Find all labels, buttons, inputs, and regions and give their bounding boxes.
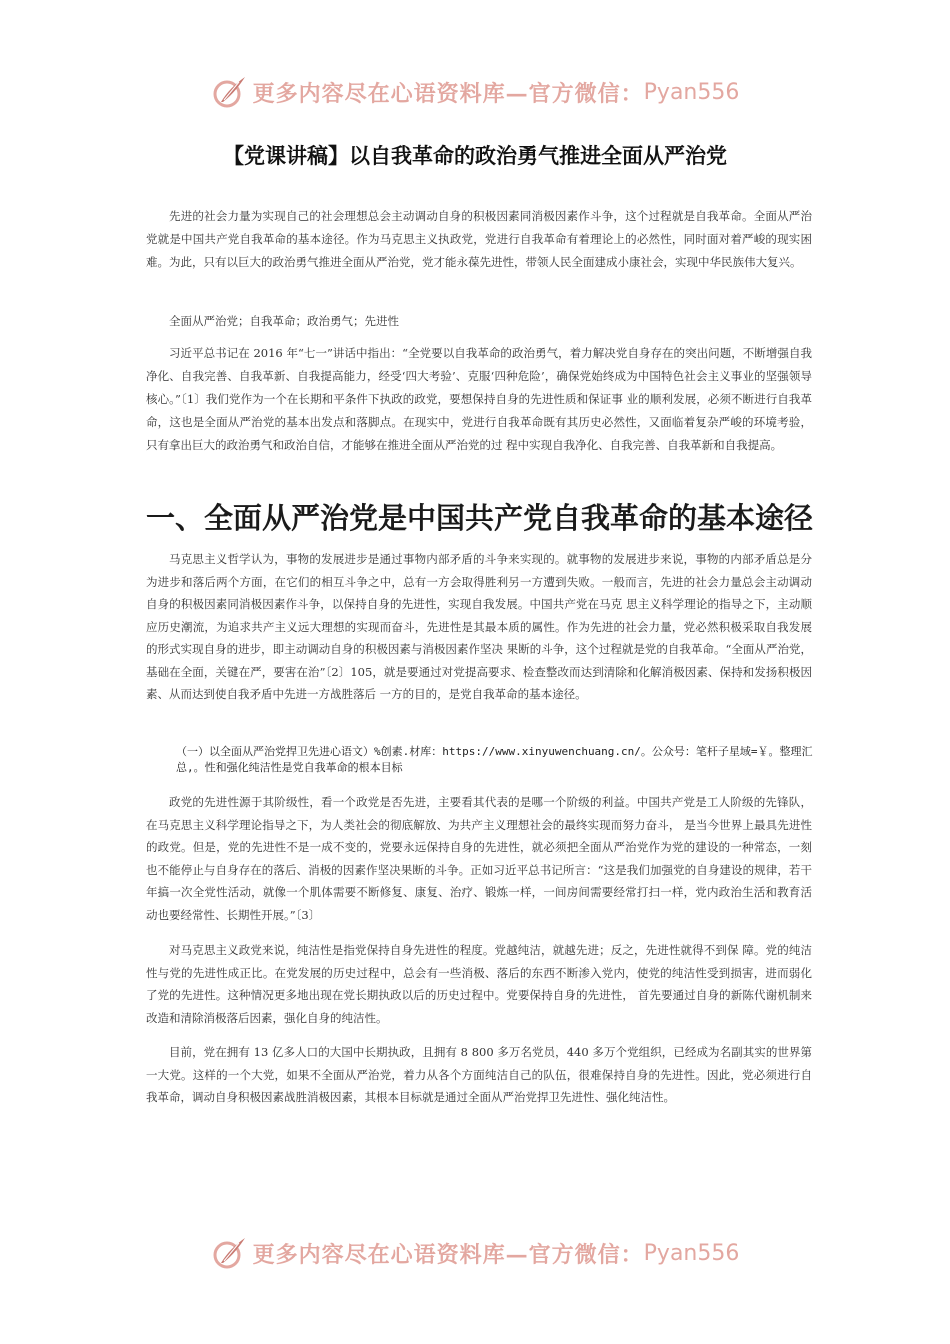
abstract-block <box>146 205 812 274</box>
sub-heading: （一）以全面从严治党捍卫先进心语文）%创素.材库：https://www.xinyuwenchuang.cn/。公众号：笔杆子星域=￥。整理汇总,。性和强化纯洁性是党自我革命的根本目标 <box>176 745 813 774</box>
keywords-line: 全面从严治党；自我革命；政治勇气；先进性 <box>169 314 399 328</box>
sub-heading-block <box>146 744 826 776</box>
section-paragraph-2: 政党的先进性源于其阶级性，看一个政党是否先进，主要看其代表的是哪一个阶级的利益。中国共产党是工人阶级的先锋队，在马克思主义科学理论指导之下，为人类社会的彻底解放、为共产主义理想社会的最终实现而努力奋斗， 是当今世界上最具先进性的政党。但是，党的先进性不是一成不变的，党要永远保持自身的先进性，就必须把全面从严治党作为党的建设的一种常态，一刻也不能停止与自身存在的落后、消极的因素作坚决果断的斗争。正如习近平总书记所言：“这是我们加强党的自身建设的规律，若干年搞一次全党性活动，就像一个肌体需要不断修复、康复、治疗、锻炼一样，一间房间需要经常打扫一样，党内政治生活和教育活动也要经常性、长期性开展。”〔3〕 <box>146 795 812 922</box>
section-paragraph-4: 目前，党在拥有 13 亿多人口的大国中长期执政，且拥有 8 800 多万名党员，440 多万个党组织，已经成为名副其实的世界第一大党。这样的一个大党，如果不全面从严治党，着力从各个方面纯洁自己的队伍，很难保持自身的先进性。因此，党必须进行自我革命，调动自身积极因素战胜消极因素，其根本目标就是通过全面从严治党捍卫先进性、强化纯洁性。 <box>146 1045 812 1104</box>
section-paragraph-3: 对马克思主义政党来说，纯洁性是指党保持自身先进性的程度。党越纯洁，就越先进；反之，先进性就得不到保 障。党的纯洁性与党的先进性成正比。在党发展的历史过程中，总会有一些消极、落后的东西不断渗入党内，使党的纯洁性受到损害，进而弱化了党的先进性。这种情况更多地出现在党长期执政以后的历史过程中。党要保持自身的先进性， 首先要通过自身的新陈代谢机制来改造和清除消极落后因素，强化自身的纯洁性。 <box>146 943 812 1025</box>
watermark-text: 更多内容尽在心语资料库—官方微信： <box>252 80 644 107</box>
section-paragraph-2-block <box>146 791 812 926</box>
intro-block <box>146 342 812 457</box>
watermark-banner-top <box>0 72 950 112</box>
intro-paragraph: 习近平总书记在 2016 年“七一”讲话中指出：“全党要以自我革命的政治勇气，着力解决党自身存在的突出问题，不断增强自我净化、自我完善、自我革新、自我提高能力，经受‘四大考验’、克服‘四种危险’，确保党始终成为中国特色社会主义事业的坚强领导核心。”〔1〕我们党作为一个在长期和平条件下执政的政党，要想保持自身的先进性质和保证事 业的顺利发展，必须不断进行自我革命，这也是全面从严治党的基本出发点和落脚点。在现实中，党进行自我革命既有其历史必然性，又面临着复杂严峻的环境考验，只有拿出巨大的政治勇气和政治自信，才能够在推进全面从严治党的过 程中实现自我净化、自我完善、自我革新和自我提高。 <box>146 346 812 452</box>
watermark-id: Pyan556 <box>643 1240 740 1266</box>
document-title: 【党课讲稿】以自我革命的政治勇气推进全面从严治党 <box>223 144 727 168</box>
section-paragraph-3-block <box>146 939 812 1029</box>
watermark-banner-bottom <box>0 1233 950 1273</box>
abstract-paragraph: 先进的社会力量为实现自己的社会理想总会主动调动自身的积极因素同消极因素作斗争，这个过程就是自我革命。全面从严治党就是中国共产党自我革命的基本途径。作为马克思主义执政党，党进行自我革命有着理论上的必然性，同时面对着严峻的现实困难。为此，只有以巨大的政治勇气推进全面从严治党，党才能永葆先进性，带领人民全面建成小康社会，实现中华民族伟大复兴。 <box>146 209 812 269</box>
watermark-id: Pyan556 <box>643 79 740 105</box>
section-heading: 一、全面从严治党是中国共产党自我革命的基本途径 <box>146 501 814 535</box>
watermark-text: 更多内容尽在心语资料库—官方微信： <box>252 1241 644 1268</box>
section-paragraph-1: 马克思主义哲学认为，事物的发展进步是通过事物内部矛盾的斗争来实现的。就事物的发展进步来说，事物的内部矛盾总是分为进步和落后两个方面，在它们的相互斗争之中，总有一方会取得胜利另一方遭到失败。一般而言，先进的社会力量总会主动调动自身的积极因素同消极因素作斗争，以保持自身的先进性，实现自我发展。中国共产党在马克 思主义科学理论的指导之下，主动顺应历史潮流，为追求共产主义远大理想的实现而奋斗，先进性是其最本质的属性。作为先进的社会力量，党必然积极采取自我发展的形式实现自身的进步，即主动调动自身的积极因素与消极因素作坚决 果断的斗争，这个过程就是党的自我革命。“全面从严治党，基础在全面，关键在严，要害在治”〔2〕105，就是要通过对党提高要求、检查整改而达到清除和化解消极因素、保持和发扬积极因素、从而达到使自我矛盾中先进一方战胜落后 一方的目的，是党自我革命的基本途径。 <box>146 552 812 701</box>
section-paragraph-4-block <box>146 1041 812 1109</box>
section-paragraph-1-block <box>146 548 812 706</box>
keywords-block <box>146 310 812 333</box>
feather-logo-icon <box>211 74 247 110</box>
feather-logo-icon <box>211 1235 247 1271</box>
